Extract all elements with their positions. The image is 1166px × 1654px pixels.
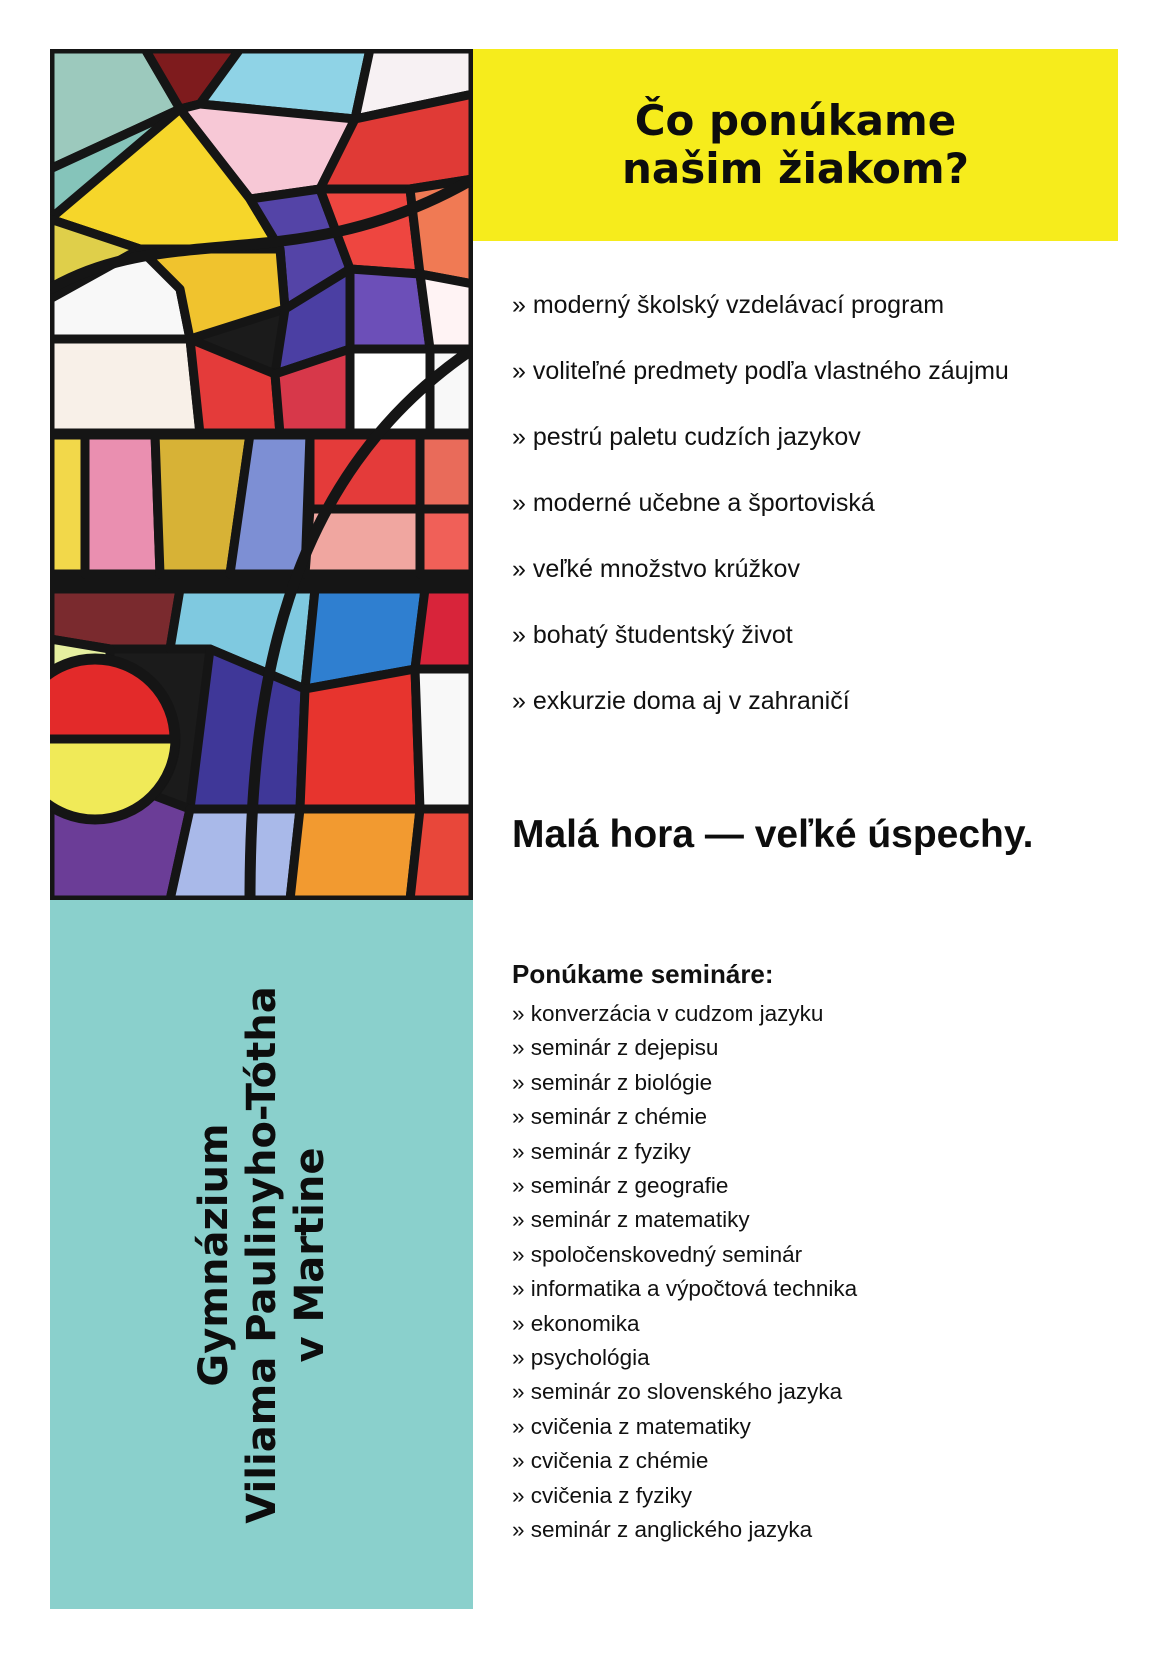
seminar-item: » seminár z anglického jazyka <box>512 1517 813 1543</box>
seminar-item: » seminár z geografie <box>512 1173 729 1199</box>
seminar-item: » seminár z dejepisu <box>512 1035 719 1061</box>
headline-line1: Čo ponúkame <box>634 95 957 145</box>
seminar-item: » seminár z biológie <box>512 1069 713 1095</box>
school-name-line1: Gymnázium <box>190 1122 237 1387</box>
seminar-item: » cvičenia z fyziky <box>512 1482 693 1508</box>
school-name-panel <box>50 900 473 1609</box>
seminars-heading: Ponúkame semináre: <box>512 959 774 989</box>
headline <box>622 97 969 194</box>
headline-line2: našim žiakom? <box>622 144 969 193</box>
headline-banner <box>473 49 1118 241</box>
offer-item: » exkurzie doma aj v zahraničí <box>512 687 850 715</box>
seminar-item: » seminár z fyziky <box>512 1138 691 1164</box>
seminar-item: » ekonomika <box>512 1310 640 1336</box>
seminar-item: » cvičenia z matematiky <box>512 1413 751 1439</box>
offer-item: » moderné učebne a športoviská <box>512 489 875 517</box>
school-name-line2: Viliama Paulinyho-Tótha <box>238 985 285 1524</box>
offers-list <box>512 290 1009 752</box>
offer-item: » bohatý študentský život <box>512 621 793 649</box>
offer-item: » pestrú paletu cudzích jazykov <box>512 423 861 451</box>
offer-item: » voliteľné predmety podľa vlastného záujmu <box>512 357 1009 385</box>
seminars-list <box>512 997 857 1548</box>
offer-item: » veľké množstvo krúžkov <box>512 555 800 583</box>
seminar-item: » seminár zo slovenského jazyka <box>512 1379 843 1405</box>
seminar-item: » seminár z matematiky <box>512 1207 750 1233</box>
seminar-item: » informatika a výpočtová technika <box>512 1276 858 1302</box>
stained-glass-illustration <box>50 49 473 900</box>
seminar-item: » cvičenia z chémie <box>512 1448 709 1474</box>
seminar-item: » seminár z chémie <box>512 1104 708 1130</box>
school-name <box>190 986 334 1523</box>
seminar-item: » psychológia <box>512 1345 650 1371</box>
offer-item: » moderný školský vzdelávací program <box>512 291 945 319</box>
stained-glass-image <box>50 49 473 900</box>
school-name-line3: v Martine <box>286 1147 333 1362</box>
slogan: Malá hora — veľké úspechy. <box>512 813 1034 856</box>
seminar-item: » spoločenskovedný seminár <box>512 1241 803 1267</box>
seminar-item: » konverzácia v cudzom jazyku <box>512 1001 824 1026</box>
